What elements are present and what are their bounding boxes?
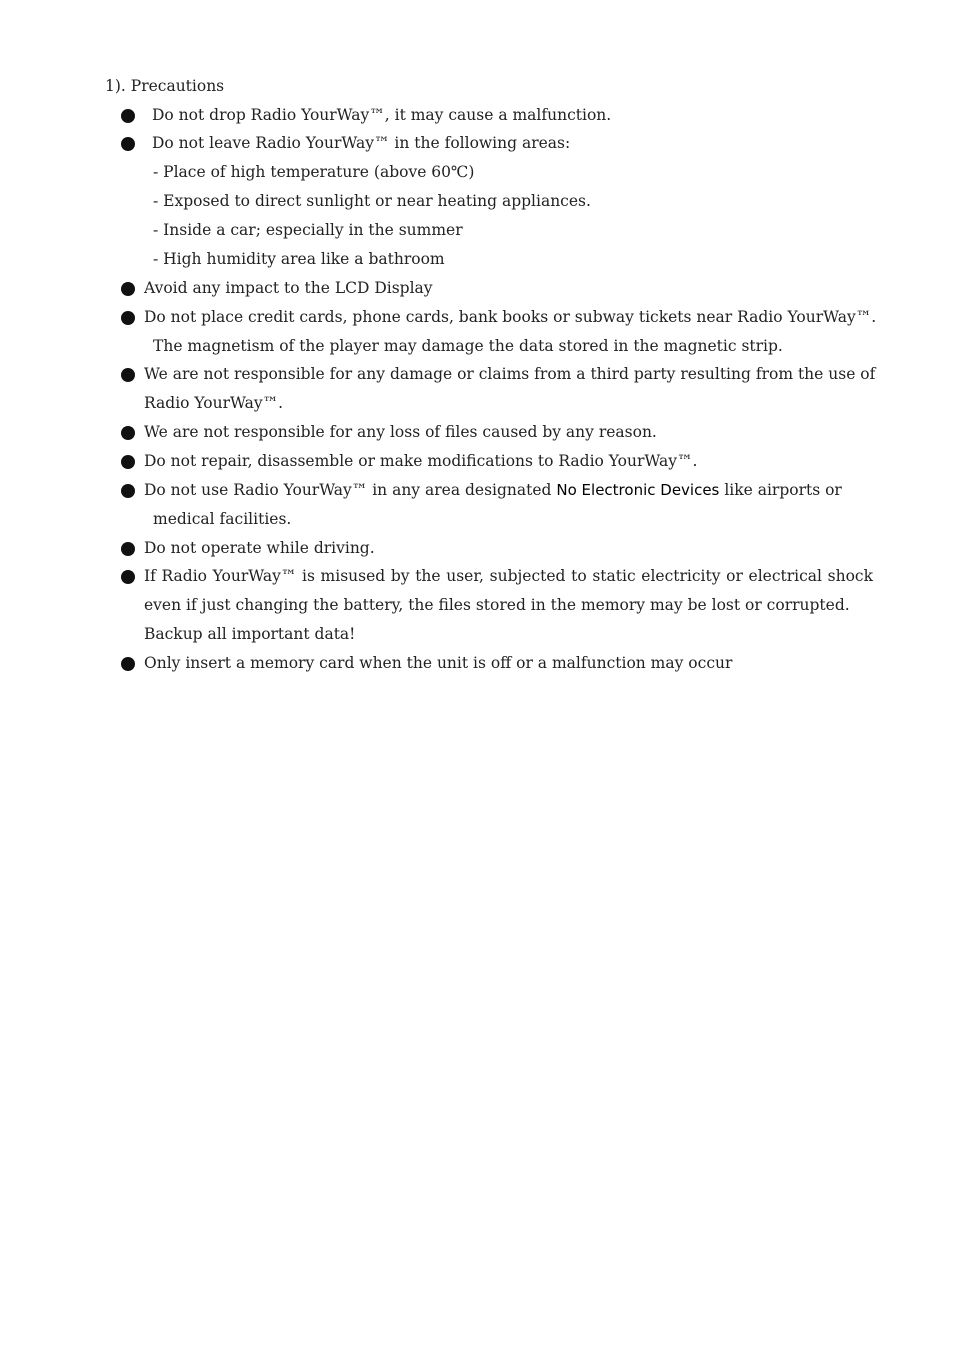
precaution-files: We are not responsible for any loss of files caused by any reason. [144, 423, 657, 441]
precaution-electronic-cont: medical facilities. [153, 510, 292, 528]
precaution-misuse-line1: If Radio YourWay™ is misused by the user, subjected to static electricity or electrical shock [144, 567, 873, 585]
bullet-icon [121, 368, 135, 382]
section-heading: 1). Precautions [105, 77, 225, 95]
precaution-cards-cont: The magnetism of the player may damage the data stored in the magnetic strip. [153, 337, 783, 355]
precaution-driving: Do not operate while driving. [144, 539, 375, 557]
bullet-icon [121, 426, 135, 440]
bullet-icon [121, 455, 135, 469]
electronic-highlight: No Electronic Devices [556, 481, 720, 499]
bullet-icon [121, 570, 135, 584]
precaution-misuse [144, 566, 873, 586]
electronic-text-before: Do not use Radio YourWay™ in any area designated [144, 481, 557, 499]
bullet-icon [121, 109, 135, 123]
precaution-cards: Do not place credit cards, phone cards, bank books or subway tickets near Radio YourWay™. [144, 308, 877, 326]
leave-sub-item: - Exposed to direct sunlight or near heating appliances. [153, 192, 591, 210]
bullet-icon [121, 137, 135, 151]
bullet-icon [121, 311, 135, 325]
precaution-misuse-cont: Backup all important data! [144, 625, 356, 643]
precaution-responsible-cont: Radio YourWay™. [144, 394, 284, 412]
electronic-text-after: like airports or [719, 481, 842, 499]
bullet-icon [121, 542, 135, 556]
precaution-drop: Do not drop Radio YourWay™, it may cause a malfunction. [152, 106, 612, 124]
leave-sub-item: - Place of high temperature (above 60℃) [153, 163, 475, 181]
leave-sub-item: - Inside a car; especially in the summer [153, 221, 463, 239]
precaution-repair: Do not repair, disassemble or make modifications to Radio YourWay™. [144, 452, 698, 470]
bullet-icon [121, 657, 135, 671]
bullet-icon [121, 282, 135, 296]
precaution-electronic [144, 480, 842, 500]
precaution-responsible: We are not responsible for any damage or claims from a third party resulting from the use of [144, 365, 876, 383]
precaution-misuse-cont: even if just changing the battery, the files stored in the memory may be lost or corrupted. [144, 596, 850, 614]
precaution-leave: Do not leave Radio YourWay™ in the following areas: [152, 134, 571, 152]
bullet-icon [121, 484, 135, 498]
precaution-impact: Avoid any impact to the LCD Display [144, 279, 433, 297]
precaution-memory: Only insert a memory card when the unit is off or a malfunction may occur [144, 654, 733, 672]
leave-sub-item: - High humidity area like a bathroom [153, 250, 445, 268]
